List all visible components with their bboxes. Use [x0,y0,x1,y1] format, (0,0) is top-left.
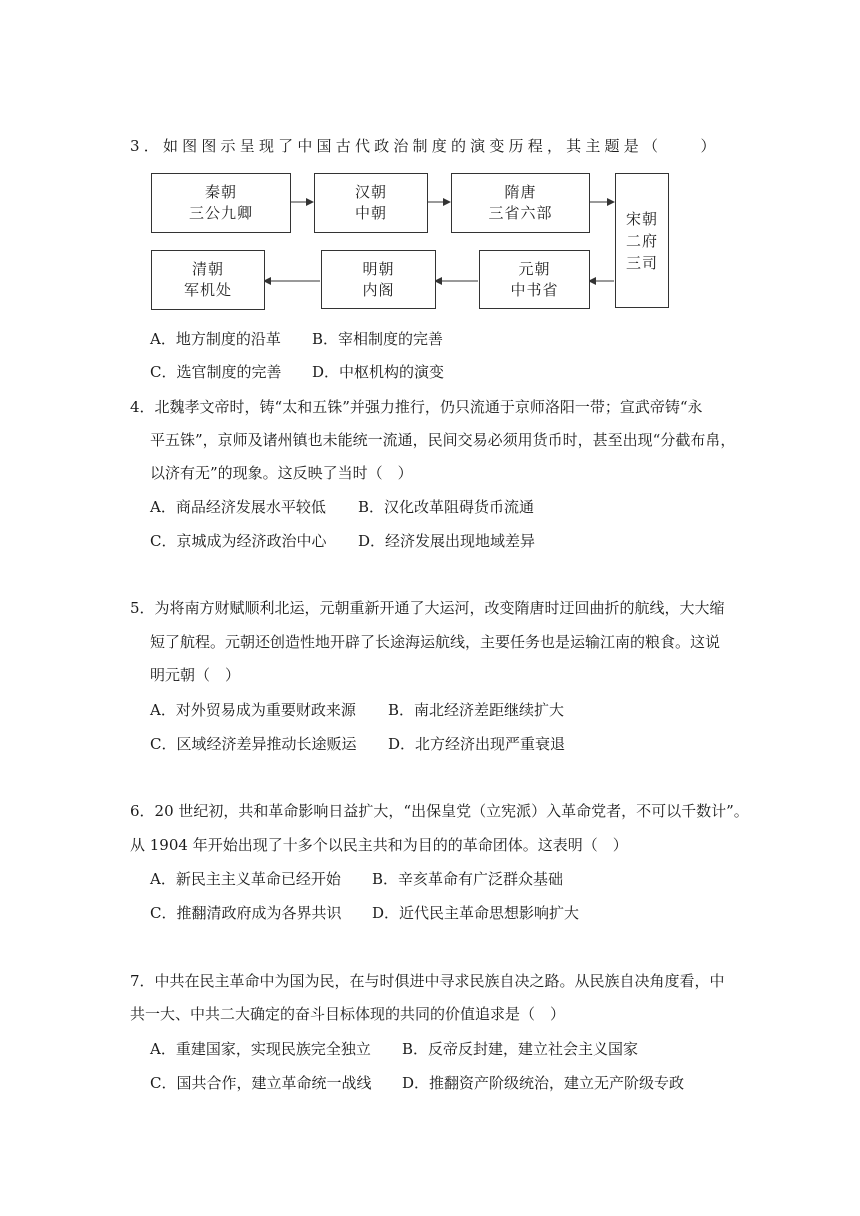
q6-option-c[interactable]: C．推翻清政府成为各界共识 [150,904,342,922]
q6-option-a[interactable]: A．新民主主义革命已经开始 [150,870,341,888]
q4-stem-line-2: 平五铢”，京师及诸州镇也未能统一流通，民间交易必须用货币时，甚至出现“分截布帛， [150,431,736,449]
box-suitang: 隋唐 三省六部 [451,173,590,233]
q4-option-c[interactable]: C．京城成为经济政治中心 [150,532,327,550]
q7-stem-line-2: 共一大、中共二大确定的奋斗目标体现的共同的价值追求是（ ） [130,1005,566,1023]
q5-option-b[interactable]: B．南北经济差距继续扩大 [388,701,565,719]
q3-option-a[interactable]: A．地方制度的沿革 [150,330,281,348]
q7-option-c[interactable]: C．国共合作，建立革命统一战线 [150,1074,372,1092]
q3-option-b[interactable]: B．宰相制度的完善 [312,330,444,348]
q6-stem-line-2: 从 1904 年开始出现了十多个以民主共和为目的的革命团体。这表明（ ） [130,836,628,854]
box-yuan: 元朝 中书省 [479,250,590,309]
box-song: 宋朝 二府 三司 [615,173,669,308]
box-qin: 秦朝 三公九卿 [151,173,291,233]
q6-option-b[interactable]: B．辛亥革命有广泛群众基础 [372,870,564,888]
q3-option-d[interactable]: D．中枢机构的演变 [312,363,445,381]
box-han: 汉朝 中朝 [314,173,428,233]
q5-stem-line-2: 短了航程。元朝还创造性地开辟了长途海运航线，主要任务也是运输江南的粮食。这说 [150,633,721,651]
q5-option-a[interactable]: A．对外贸易成为重要财政来源 [150,701,356,719]
q5-option-d[interactable]: D．北方经济出现严重衰退 [388,735,566,753]
q3-option-c[interactable]: C．选官制度的完善 [150,363,282,381]
q7-option-b[interactable]: B．反帝反封建，建立社会主义国家 [402,1040,639,1058]
q4-option-a[interactable]: A．商品经济发展水平较低 [150,498,326,516]
q4-stem-line-1: 4．北魏孝文帝时，铸“太和五铢”并强力推行，仍只流通于京师洛阳一带；宣武帝铸“永 [130,398,703,416]
q5-stem-line-1: 5．为将南方财赋顺利北运，元朝重新开通了大运河，改变隋唐时迂回曲折的航线，大大缩 [130,599,725,617]
q7-option-d[interactable]: D．推翻资产阶级统治，建立无产阶级专政 [402,1074,685,1092]
q6-stem-line-1: 6．20 世纪初，共和革命影响日益扩大，“出保皇党（立宪派）入革命党者，不可以千数计”。 [130,802,749,820]
box-ming: 明朝 内阁 [321,250,436,309]
q7-stem-line-1: 7．中共在民主革命中为国为民，在与时俱进中寻求民族自决之路。从民族自决角度看，中 [130,972,725,990]
q4-option-b[interactable]: B．汉化改革阻碍货币流通 [358,498,535,516]
q3-stem: 3．如图图示呈现了中国古代政治制度的演变历程，其主题是（ ） [130,137,720,155]
q4-option-d[interactable]: D．经济发展出现地域差异 [358,532,536,550]
q7-option-a[interactable]: A．重建国家，实现民族完全独立 [150,1040,371,1058]
q6-option-d[interactable]: D．近代民主革命思想影响扩大 [372,904,580,922]
q5-option-c[interactable]: C．区域经济差异推动长途贩运 [150,735,357,753]
q5-stem-line-3: 明元朝（ ） [150,666,241,684]
box-qing: 清朝 军机处 [151,250,265,310]
q4-stem-line-3: 以济有无”的现象。这反映了当时（ ） [150,464,413,482]
